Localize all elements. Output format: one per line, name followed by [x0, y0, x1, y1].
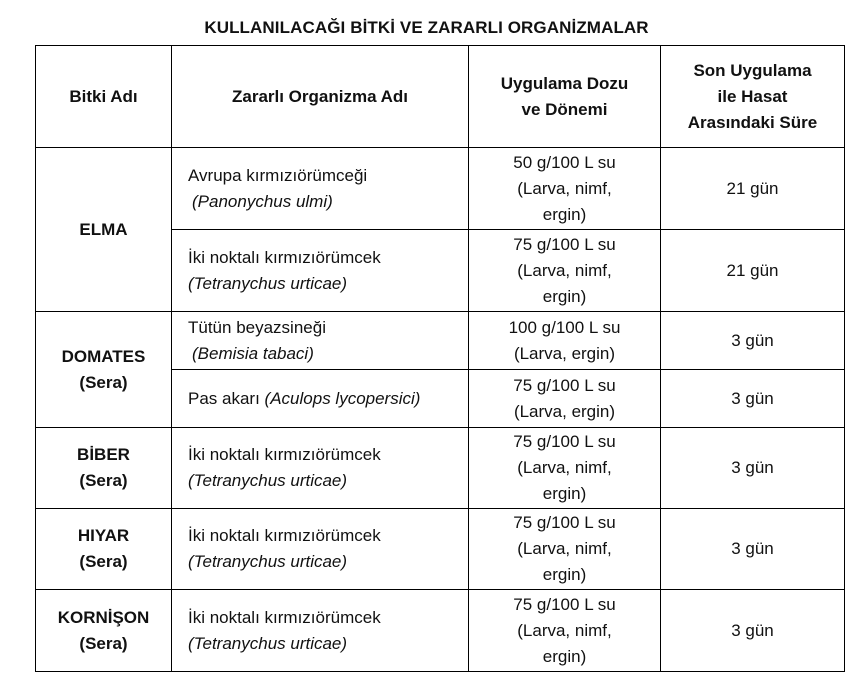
plant-name-line1: KORNİŞON: [57, 607, 150, 627]
pest-common-name: İki noktalı kırmızıörümcek: [188, 247, 381, 267]
plant-name-line1: HIYAR: [77, 526, 130, 545]
plant-name-line2: (Sera): [79, 633, 128, 653]
dose-amount: 50 g/100 L su: [513, 152, 616, 172]
page-title: KULLANILACAĞI BİTKİ VE ZARARLI ORGANİZMALAR: [204, 18, 649, 37]
dose-stage: (Larva, ergin): [513, 343, 616, 363]
dose-amount: 75 g/100 L su: [513, 594, 616, 614]
pest-scientific-name: (Bemisia tabaci): [192, 343, 314, 363]
table-row: [36, 428, 845, 509]
harvest-interval: 3 gün: [661, 428, 845, 509]
plant-name-line2: (Sera): [79, 372, 128, 392]
pest-scientific-name: (Tetranychus urticae): [188, 633, 348, 653]
table-row: [36, 590, 845, 672]
dose: [469, 230, 661, 312]
header-row: [36, 46, 845, 148]
dose-amount: 75 g/100 L su: [513, 513, 616, 532]
harvest-interval: 21 gün: [661, 230, 845, 312]
pest-name: [172, 370, 469, 428]
header-dose-line1: Uygulama Dozu: [500, 73, 629, 93]
pest-scientific-name: (Tetranychus urticae): [188, 273, 348, 293]
pest-name: [172, 312, 469, 370]
dose: [469, 428, 661, 509]
plant-name: [36, 428, 172, 509]
table-row: [36, 312, 845, 370]
pest-name: [172, 428, 469, 509]
header-interval: [661, 46, 845, 148]
dose-stage: ergin): [542, 204, 587, 224]
header-pest: Zararlı Organizma Adı: [172, 46, 469, 148]
plant-name-line1: ELMA: [79, 219, 128, 239]
dose: [469, 509, 661, 590]
dose-stage: (Larva, ergin): [513, 401, 616, 421]
dose-stage: (Larva, nimf,: [517, 458, 612, 477]
pest-common-name: Pas akarı: [188, 388, 260, 408]
header-dose-line2: ve Dönemi: [521, 99, 608, 119]
pest-common-name: İki noktalı kırmızıörümcek: [188, 526, 381, 545]
dose-stage: ergin): [542, 484, 587, 503]
pest-scientific-name: (Tetranychus urticae): [188, 471, 348, 490]
pest-scientific-name: (Tetranychus urticae): [188, 552, 348, 571]
plant-name: [36, 312, 172, 428]
dose-amount: 100 g/100 L su: [508, 317, 621, 337]
dose-amount: 75 g/100 L su: [513, 234, 616, 254]
harvest-interval: 21 gün: [661, 148, 845, 230]
dose-amount: 75 g/100 L su: [513, 432, 616, 451]
pest-name: [172, 148, 469, 230]
pest-common-name: Tütün beyazsineği: [188, 317, 326, 337]
plant-name-line2: (Sera): [79, 471, 128, 490]
table-row: [36, 148, 845, 230]
header-plant: Bitki Adı: [36, 46, 172, 148]
dose: [469, 590, 661, 672]
plant-name-line1: DOMATES: [61, 346, 146, 366]
harvest-interval: 3 gün: [661, 509, 845, 590]
plant-name-line1: BİBER: [77, 445, 130, 464]
header-interval-line1: Son Uygulama: [693, 60, 812, 80]
dose-stage: ergin): [542, 565, 587, 584]
pest-name: [172, 230, 469, 312]
dose-stage: (Larva, nimf,: [517, 539, 612, 558]
dose-stage: (Larva, nimf,: [517, 178, 612, 198]
plant-name: [36, 590, 172, 672]
dose: [469, 370, 661, 428]
harvest-interval: 3 gün: [661, 590, 845, 672]
dose-amount: 75 g/100 L su: [513, 375, 616, 395]
plant-name: [36, 509, 172, 590]
header-interval-line2: ile Hasat: [717, 86, 788, 106]
plant-name: [36, 148, 172, 312]
harvest-interval: 3 gün: [661, 370, 845, 428]
harvest-interval: 3 gün: [661, 312, 845, 370]
header-interval-line3: Arasındaki Süre: [687, 112, 818, 132]
pest-name: [172, 590, 469, 672]
dose-stage: ergin): [542, 286, 587, 306]
table-row: [36, 509, 845, 590]
dose-stage: (Larva, nimf,: [517, 260, 612, 280]
plant-name-line2: (Sera): [79, 552, 128, 571]
pest-common-name: İki noktalı kırmızıörümcek: [188, 445, 381, 464]
dose-stage: ergin): [542, 646, 587, 666]
pest-common-name: Avrupa kırmızıörümceği: [188, 165, 368, 185]
crop-pest-table: [35, 45, 845, 672]
dose: [469, 312, 661, 370]
pest-common-name: İki noktalı kırmızıörümcek: [188, 607, 381, 627]
dose: [469, 148, 661, 230]
pest-name: [172, 509, 469, 590]
pest-scientific-name: (Aculops lycopersici): [264, 388, 421, 408]
header-dose: [469, 46, 661, 148]
dose-stage: (Larva, nimf,: [517, 620, 612, 640]
pest-scientific-name: (Panonychus ulmi): [192, 191, 333, 211]
